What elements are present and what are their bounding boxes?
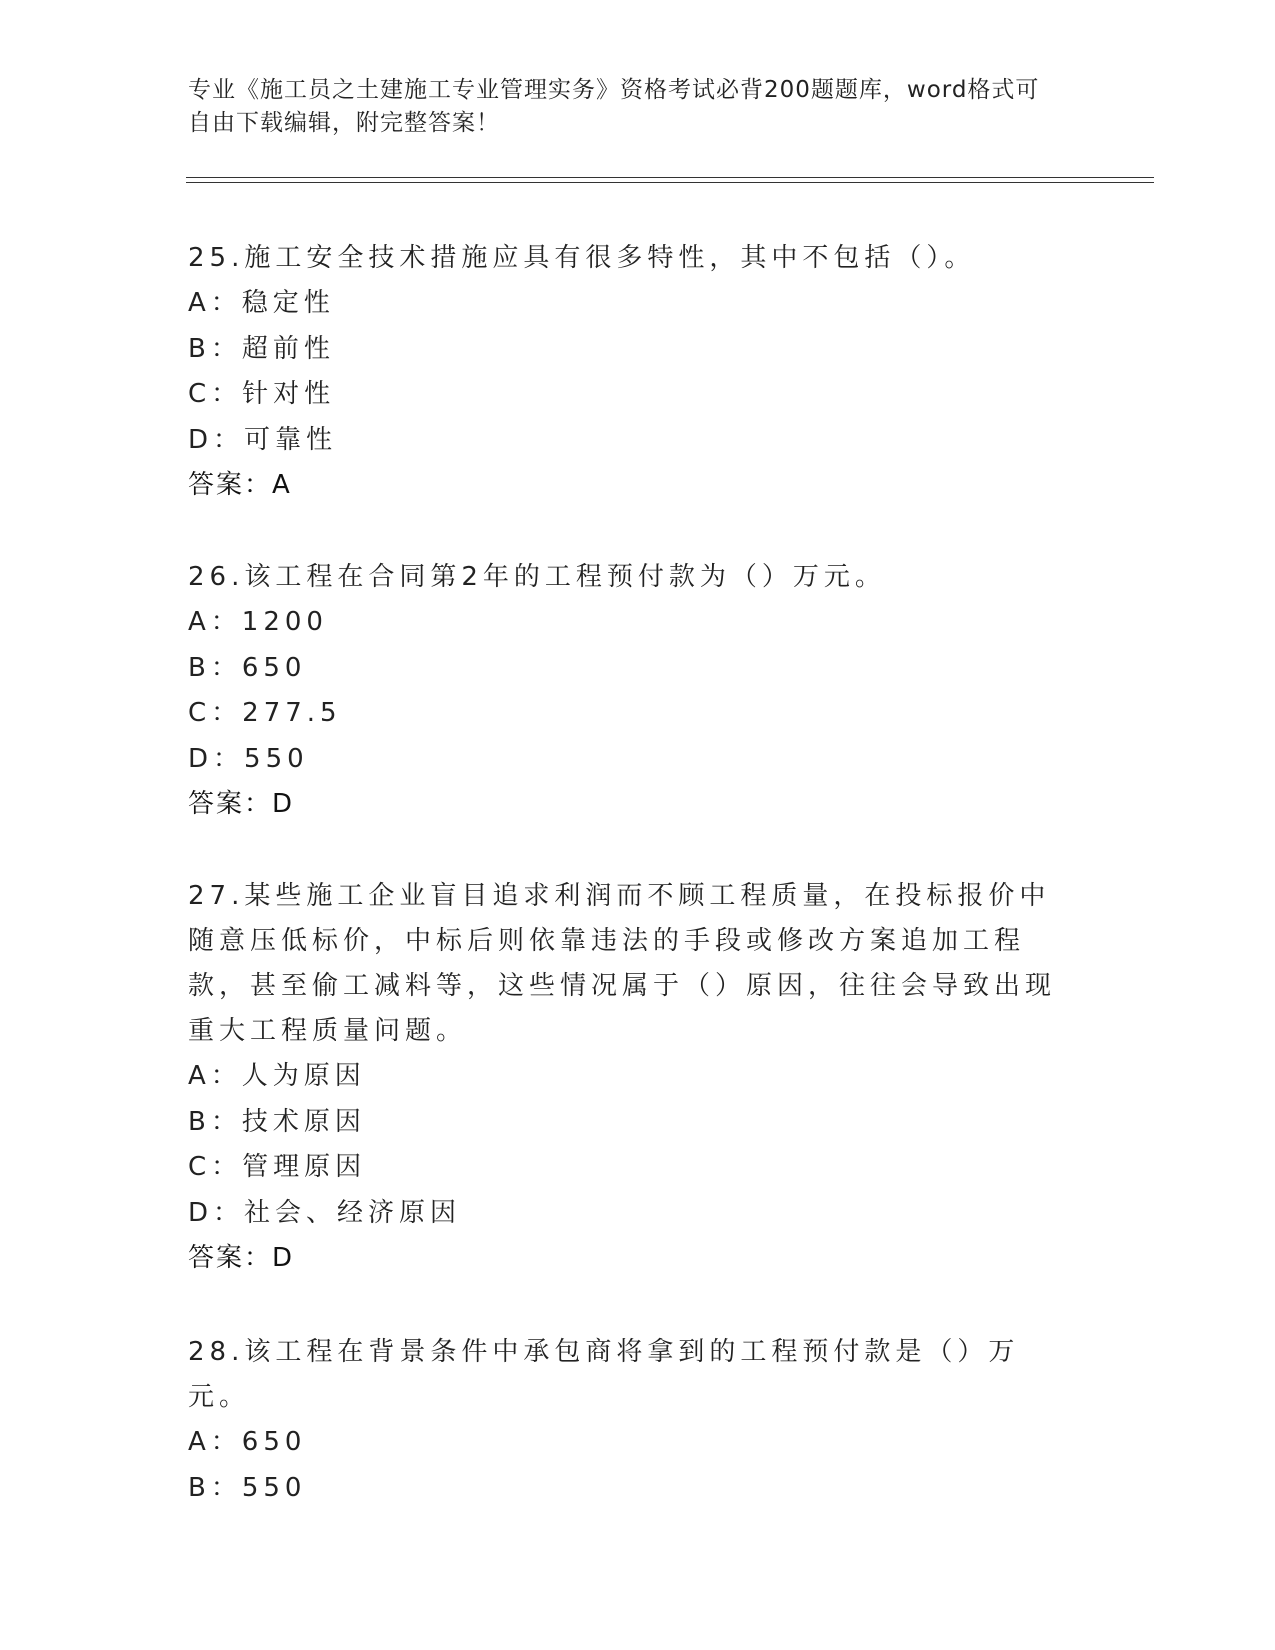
header-line-2: 自由下载编辑，附完整答案！ (188, 110, 500, 136)
header-line-1: 专业《施工员之土建施工专业管理实务》资格考试必背200题题库，word格式可 (188, 77, 1040, 103)
answer: 答案：D (188, 789, 295, 819)
option-d: D：社会、经济原因 (188, 1197, 462, 1228)
answer: 答案：D (188, 1243, 295, 1273)
option-a: A：稳定性 (188, 288, 335, 318)
option-b: B：550 (188, 1472, 307, 1503)
option-c: C：277.5 (188, 698, 342, 728)
question-stem: 25.施工安全技术措施应具有很多特性，其中不包括（）。 (188, 243, 976, 273)
header-divider-bottom (186, 182, 1154, 183)
question-stem: 28.该工程在背景条件中承包商将拿到的工程预付款是（）万元。 (188, 1337, 1020, 1412)
option-a: A：人为原因 (188, 1061, 366, 1091)
option-a: A：650 (188, 1427, 307, 1457)
option-b: B：技术原因 (188, 1106, 366, 1137)
option-d: D：可靠性 (188, 424, 338, 455)
question-stem: 26.该工程在合同第2年的工程预付款为（）万元。 (188, 562, 886, 592)
option-c: C：针对性 (188, 379, 336, 409)
question-27 (188, 874, 1078, 1282)
option-c: C：管理原因 (188, 1152, 367, 1182)
option-a: A：1200 (188, 607, 328, 637)
answer: 答案：A (188, 470, 292, 500)
option-d: D：550 (188, 743, 309, 774)
option-b: B：超前性 (188, 333, 335, 364)
question-28 (188, 1330, 1078, 1511)
option-b: B：650 (188, 652, 307, 683)
question-stem: 27.某些施工企业盲目追求利润而不顾工程质量，在投标报价中随意压低标价，中标后则依靠违法的手段或修改方案追加工程款，甚至偷工减料等，这些情况属于（）原因，往往会导致出现重大工程质量问题。 (188, 881, 1057, 1046)
question-25 (188, 236, 1078, 509)
document-header (188, 74, 1088, 140)
header-divider-top (186, 177, 1154, 178)
question-26 (188, 555, 1078, 828)
